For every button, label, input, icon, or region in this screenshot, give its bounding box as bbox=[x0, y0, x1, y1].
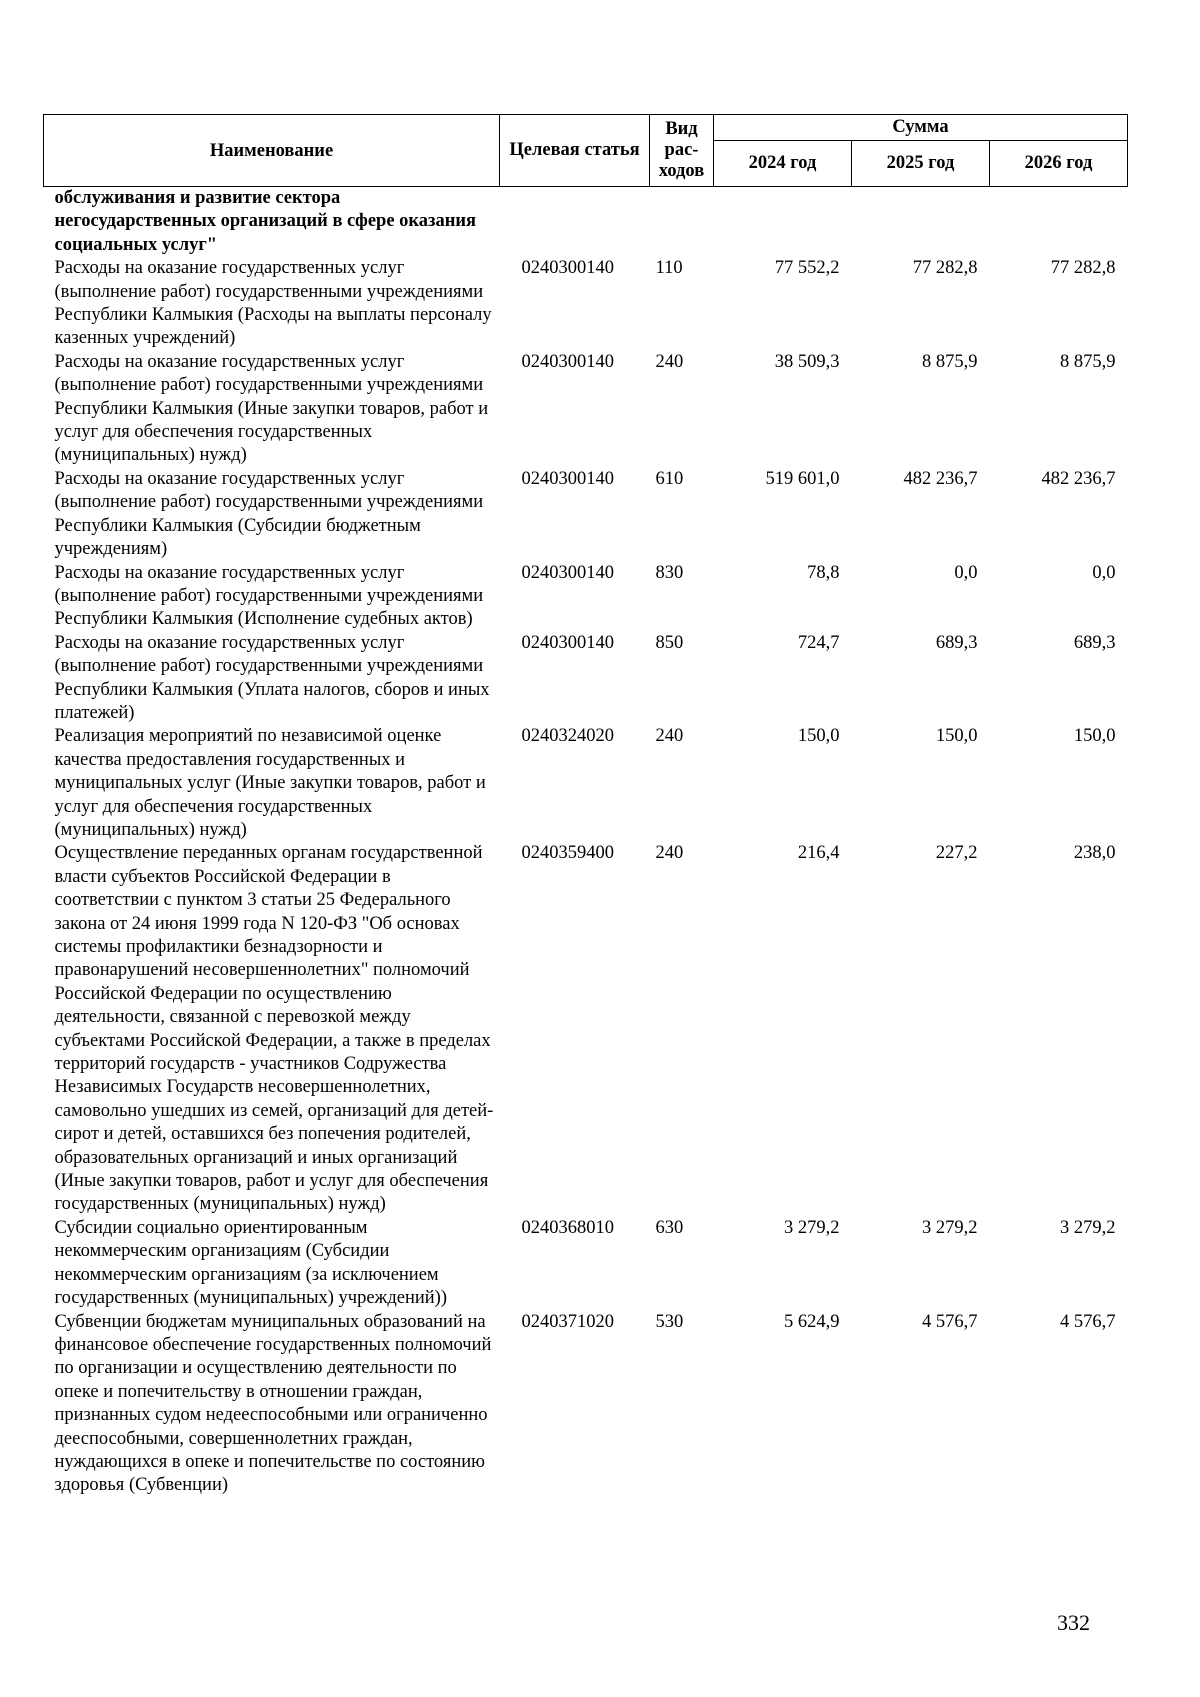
table-row bbox=[44, 468, 1128, 562]
row-name: Расходы на оказание государственных услуг (выполнение работ) государственными учреждениями Республики Калмыкия (Расходы на выплаты персоналу казенных учреждений) bbox=[54, 258, 492, 349]
page-number: 332 bbox=[1057, 1610, 1090, 1635]
row-sum-2026: 238,0 bbox=[1073, 843, 1116, 864]
budget-table bbox=[43, 114, 1128, 1498]
table-row bbox=[44, 842, 1128, 1217]
row-target-article bbox=[500, 187, 650, 258]
row-sum-2026: 482 236,7 bbox=[1041, 468, 1116, 489]
row-target-article: 0240300140 bbox=[521, 632, 614, 653]
table-row bbox=[44, 257, 1128, 351]
row-target-article: 0240300140 bbox=[521, 351, 614, 372]
header-code: Целевая статья bbox=[500, 115, 650, 187]
row-expense-type: 110 bbox=[655, 258, 683, 279]
row-sum-2025: 689,3 bbox=[935, 632, 978, 653]
row-name: Расходы на оказание государственных услуг (выполнение работ) государственными учреждениями Республики Калмыкия (Иные закупки товаров, работ и услуг для обеспечения государственных (муниципальных) нужд) bbox=[54, 351, 489, 466]
table-row bbox=[44, 725, 1128, 842]
row-sum-2026: 3 279,2 bbox=[1060, 1217, 1116, 1238]
row-sum-2026 bbox=[990, 187, 1128, 258]
row-name: Расходы на оказание государственных услуг (выполнение работ) государственными учреждениями Республики Калмыкия (Исполнение судебных актов) bbox=[54, 562, 484, 630]
row-name: Осуществление переданных органам государственной власти субъектов Российской Федерации в соответствии с пунктом 3 статьи 25 Федерального закона от 24 июня 1999 года N 120-ФЗ "Об основах системы профилактики безнадзорности и правонарушений несовершеннолетних" полномочий Российской Федерации по осуществлению деятельности, связанной с перевозкой между субъектами Российской Федерации, а также в пределах территорий государств - участников Содружества Независимых Государств несовершеннолетних, самовольно ушедших из семей, организаций для детей-сирот и детей, оставшихся без попечения родителей, образовательных организаций и иных организаций (Иные закупки товаров, работ и услуг для обеспечения государственных (муниципальных) нужд) bbox=[54, 843, 494, 1215]
row-name: Расходы на оказание государственных услуг (выполнение работ) государственными учреждениями Республики Калмыкия (Уплата налогов, сборов и иных платежей) bbox=[54, 632, 490, 723]
row-expense-type bbox=[650, 187, 714, 258]
header-sum: Сумма bbox=[714, 115, 1128, 141]
row-sum-2025: 0,0 bbox=[954, 562, 978, 583]
table-row bbox=[44, 1217, 1128, 1311]
row-expense-type: 850 bbox=[655, 632, 684, 653]
row-target-article: 0240300140 bbox=[521, 258, 614, 279]
row-target-article: 0240359400 bbox=[521, 843, 614, 864]
row-sum-2025: 8 875,9 bbox=[922, 351, 978, 372]
row-expense-type: 610 bbox=[655, 468, 684, 489]
row-name: Субсидии социально ориентированным некоммерческим организациям (Субсидии некоммерческим организациям (за исключением государственных (муниципальных) учреждений)) bbox=[54, 1217, 447, 1309]
row-sum-2025: 77 282,8 bbox=[912, 258, 978, 279]
table-row bbox=[44, 351, 1128, 468]
row-sum-2024: 5 624,9 bbox=[784, 1311, 840, 1332]
table-row bbox=[44, 562, 1128, 632]
row-sum-2026: 8 875,9 bbox=[1060, 351, 1116, 372]
row-sum-2026: 77 282,8 bbox=[1050, 258, 1116, 279]
table-row bbox=[44, 1311, 1128, 1498]
row-name: Реализация мероприятий по независимой оценке качества предоставления государственных и муниципальных услуг (Иные закупки товаров, работ и услуг для обеспечения государственных (муниципальных) нужд) bbox=[54, 726, 486, 840]
row-name: Расходы на оказание государственных услуг (выполнение работ) государственными учреждениями Республики Калмыкия (Субсидии бюджетным учреждениям) bbox=[54, 468, 484, 560]
row-sum-2024: 150,0 bbox=[797, 726, 840, 747]
row-name: Субвенции бюджетам муниципальных образований на финансовое обеспечение государственных полномочий по организации и осуществлению деятельности по опеке и попечительству в отношении граждан, признанных судом недееспособными или ограниченно дееспособными, совершеннолетних граждан, нуждающихся в опеке и попечительстве по состоянию здоровья (Субвенции) bbox=[54, 1311, 492, 1496]
header-kind: Вид рас-ходов bbox=[650, 115, 714, 187]
row-sum-2026: 689,3 bbox=[1073, 632, 1116, 653]
table-row bbox=[44, 187, 1128, 258]
row-sum-2024: 216,4 bbox=[797, 843, 840, 864]
row-sum-2024: 77 552,2 bbox=[774, 258, 840, 279]
row-sum-2024: 519 601,0 bbox=[765, 468, 840, 489]
row-sum-2025: 4 576,7 bbox=[922, 1311, 978, 1332]
table-header bbox=[44, 115, 1128, 187]
row-target-article: 0240324020 bbox=[521, 726, 614, 747]
row-expense-type: 830 bbox=[655, 562, 684, 583]
row-target-article: 0240371020 bbox=[521, 1311, 614, 1332]
row-expense-type: 530 bbox=[655, 1311, 684, 1332]
row-sum-2026: 150,0 bbox=[1073, 726, 1116, 747]
row-sum-2024 bbox=[714, 187, 852, 258]
header-name: Наименование bbox=[44, 115, 500, 187]
row-sum-2024: 724,7 bbox=[797, 632, 840, 653]
row-expense-type: 240 bbox=[655, 351, 684, 372]
row-expense-type: 630 bbox=[655, 1217, 684, 1238]
header-year-2025: 2025 год bbox=[852, 141, 990, 187]
header-year-2024: 2024 год bbox=[714, 141, 852, 187]
row-sum-2025: 482 236,7 bbox=[903, 468, 978, 489]
row-sum-2025 bbox=[852, 187, 990, 258]
header-year-2026: 2026 год bbox=[990, 141, 1128, 187]
row-expense-type: 240 bbox=[655, 843, 684, 864]
table-row bbox=[44, 632, 1128, 726]
row-target-article: 0240368010 bbox=[521, 1217, 614, 1238]
row-sum-2026: 4 576,7 bbox=[1060, 1311, 1116, 1332]
row-name: обслуживания и развитие сектора негосударственных организаций в сфере оказания социальных услуг" bbox=[54, 188, 477, 255]
row-sum-2025: 150,0 bbox=[935, 726, 978, 747]
row-sum-2024: 3 279,2 bbox=[784, 1217, 840, 1238]
row-sum-2024: 78,8 bbox=[807, 562, 840, 583]
row-expense-type: 240 bbox=[655, 726, 684, 747]
row-target-article: 0240300140 bbox=[521, 468, 614, 489]
row-sum-2025: 3 279,2 bbox=[922, 1217, 978, 1238]
row-sum-2024: 38 509,3 bbox=[774, 351, 840, 372]
row-sum-2025: 227,2 bbox=[935, 843, 978, 864]
table-body bbox=[44, 187, 1128, 1498]
row-target-article: 0240300140 bbox=[521, 562, 614, 583]
row-sum-2026: 0,0 bbox=[1092, 562, 1116, 583]
